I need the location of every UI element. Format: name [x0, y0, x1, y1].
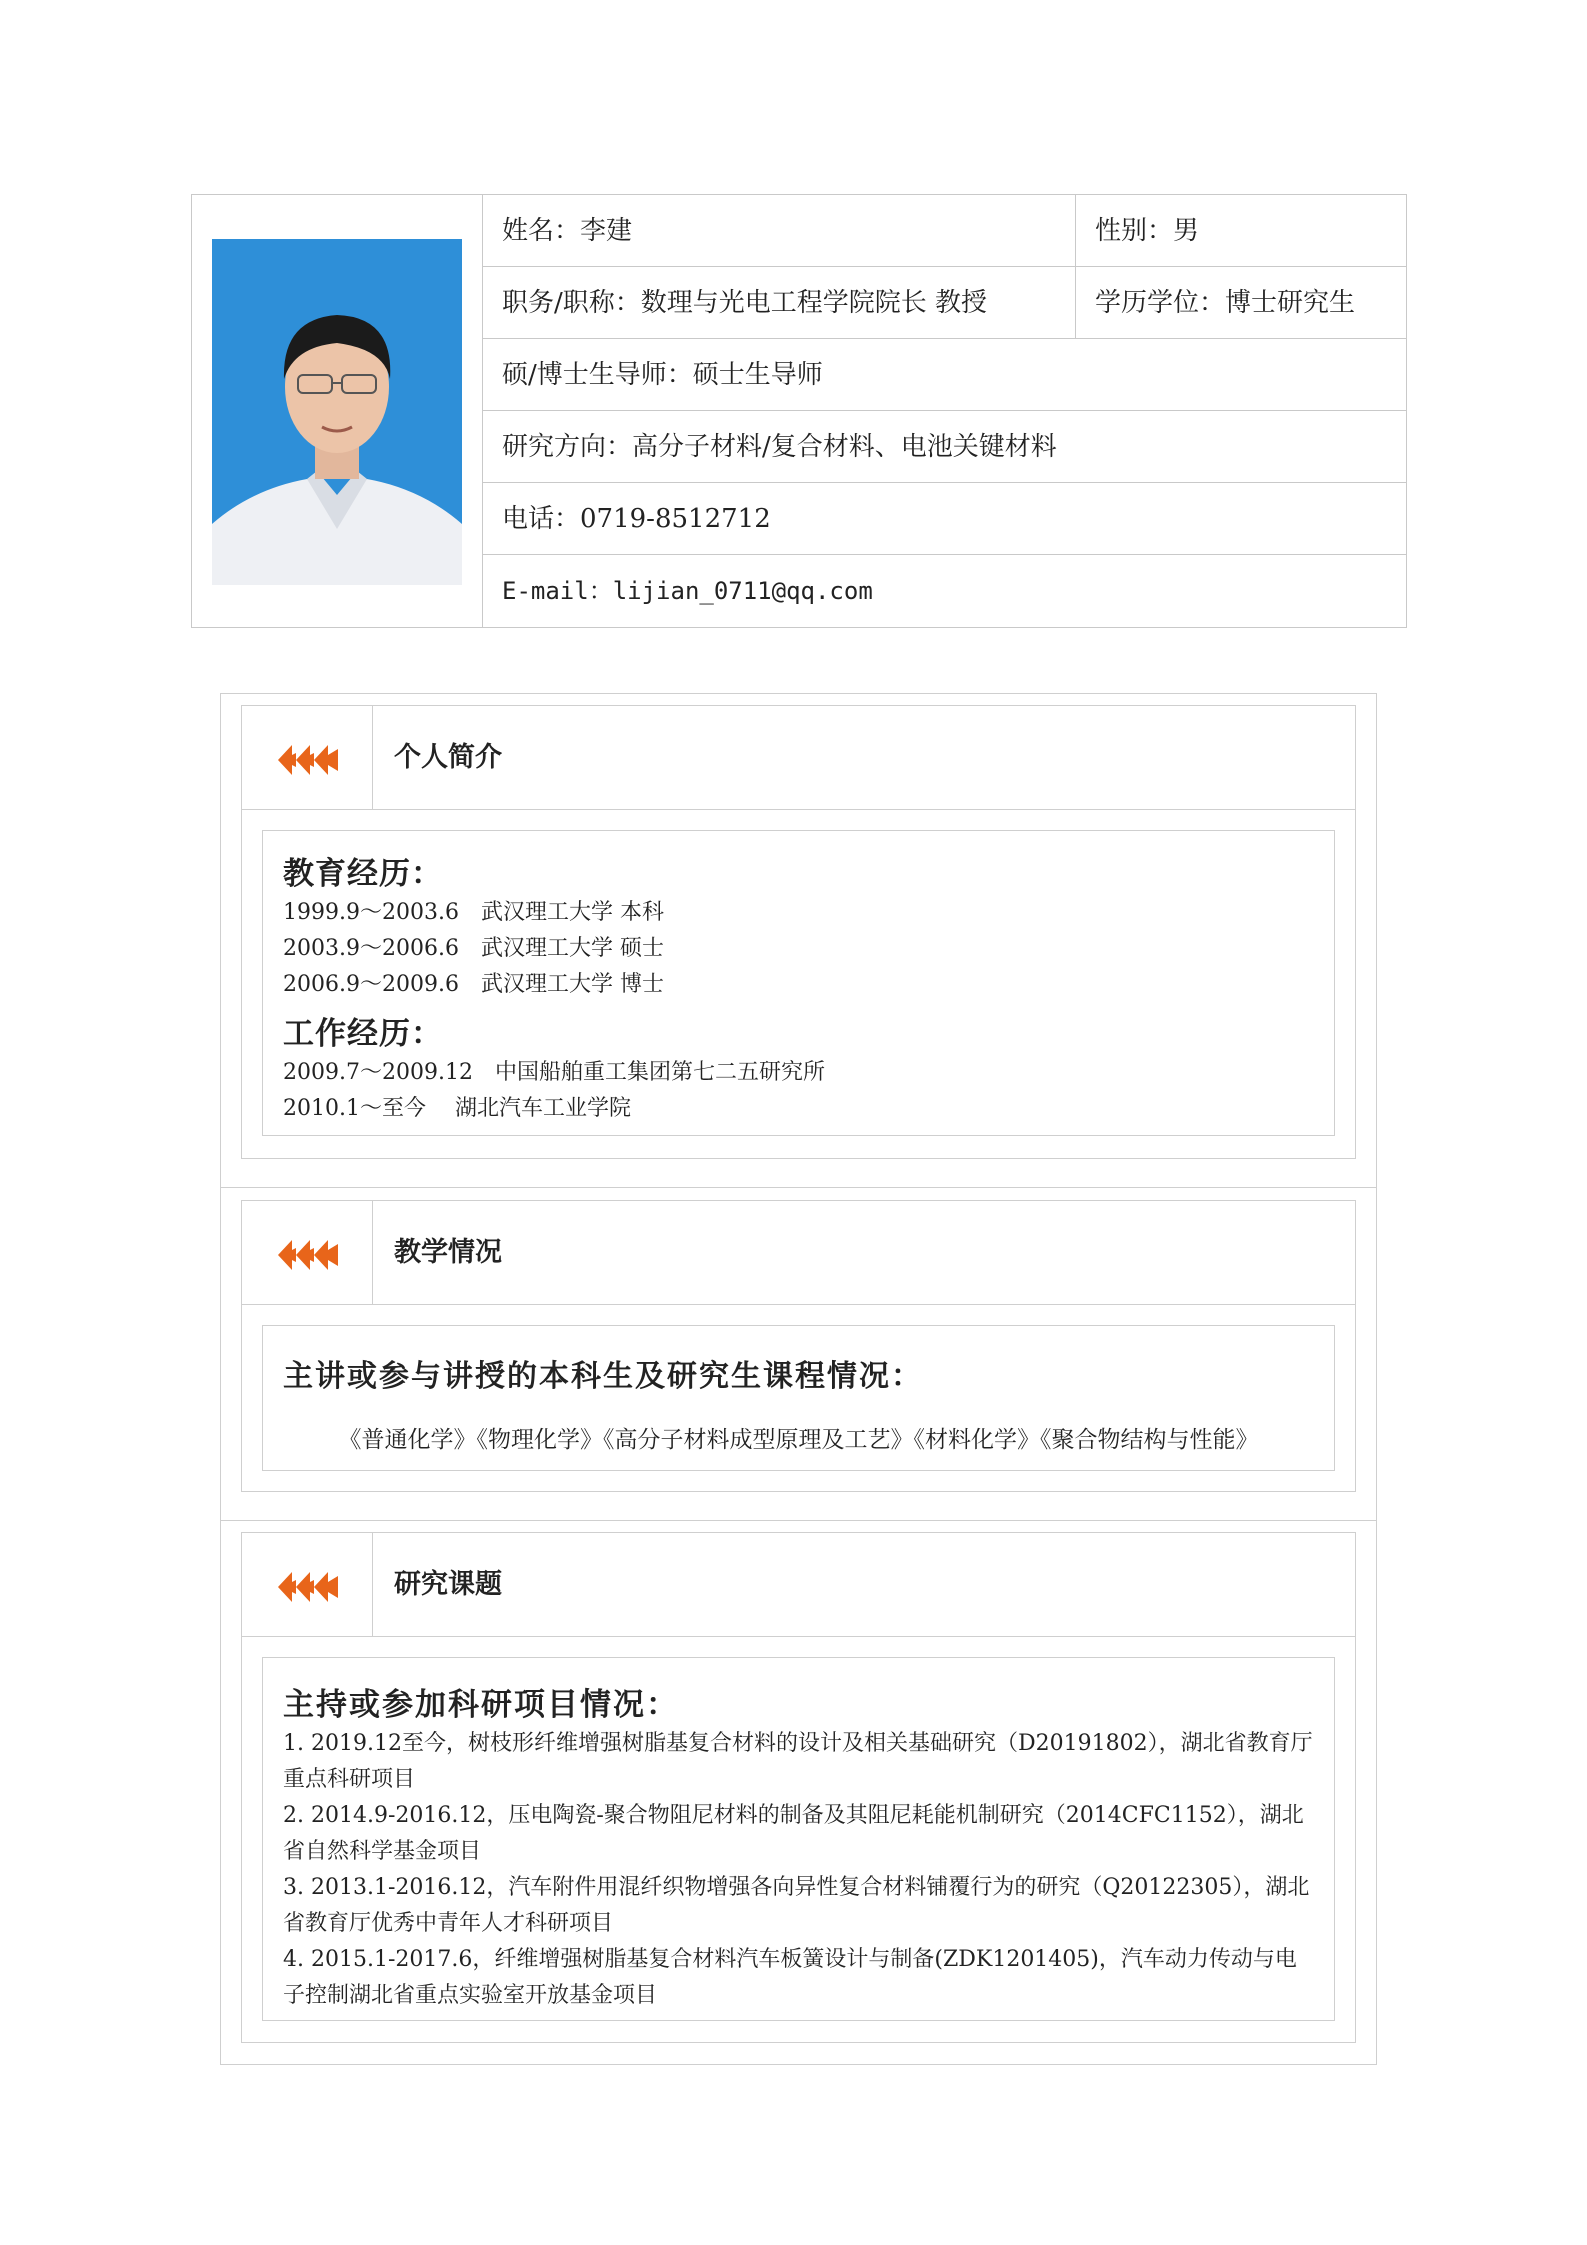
position-field: 职务/职称：数理与光电工程学院院长 教授 — [483, 267, 1076, 338]
research-body — [262, 1657, 1335, 2021]
education-heading: 教育经历： — [283, 856, 443, 892]
section-title: 教学情况 — [394, 1237, 502, 1268]
row-email — [483, 555, 1406, 627]
photo-cell — [192, 195, 483, 627]
course-list: 《普通化学》《物理化学》《高分子材料成型原理及工艺》《材料化学》《聚合物结构与性能》 — [338, 1427, 1259, 1453]
row-position-degree — [483, 267, 1406, 339]
triple-arrow-icon — [278, 1240, 340, 1270]
education-item: 2006.9～2009.6 武汉理工大学 博士 — [283, 972, 664, 997]
icon-cell — [242, 706, 373, 809]
work-item: 2009.7～2009.12 中国船舶重工集团第七二五研究所 — [283, 1060, 825, 1085]
row-phone — [483, 483, 1406, 555]
row-supervisor — [483, 339, 1406, 411]
gender-field: 性别：男 — [1095, 216, 1200, 246]
section-title: 研究课题 — [394, 1569, 502, 1600]
supervisor-field: 硕/博士生导师：硕士生导师 — [502, 360, 823, 390]
section-title: 个人简介 — [394, 742, 502, 773]
triple-arrow-icon — [278, 745, 340, 775]
name-field: 姓名：李建 — [483, 195, 1076, 266]
phone-field: 电话：0719-8512712 — [502, 504, 771, 534]
profile-table — [191, 194, 1407, 628]
project-item: 2. 2014.9-2016.12，压电陶瓷-聚合物阻尼材料的制备及其阻尼耗能机制研究（2014CFC1152），湖北省自然科学基金项目 — [283, 1803, 1304, 1864]
section-teaching — [241, 1200, 1356, 1492]
courses-heading: 主讲或参与讲授的本科生及研究生课程情况： — [283, 1359, 923, 1394]
section-header — [242, 1201, 1355, 1305]
intro-body — [262, 830, 1335, 1136]
teaching-body — [262, 1325, 1335, 1471]
work-item: 2010.1～至今 湖北汽车工业学院 — [283, 1096, 631, 1121]
education-item: 2003.9～2006.6 武汉理工大学 硕士 — [283, 936, 664, 961]
sections-container — [220, 693, 1377, 2065]
section-header — [242, 1533, 1355, 1637]
icon-cell — [242, 1201, 373, 1304]
research-field: 研究方向：高分子材料/复合材料、电池关键材料 — [502, 432, 1057, 462]
work-heading: 工作经历： — [283, 1016, 443, 1052]
email-field: E-mail：lijian_0711@qq.com — [502, 577, 873, 605]
project-item: 3. 2013.1-2016.12，汽车附件用混纤织物增强各向异性复合材料铺覆行为的研究（Q20122305），湖北省教育厅优秀中青年人才科研项目 — [283, 1875, 1310, 1936]
triple-arrow-icon — [278, 1572, 340, 1602]
education-item: 1999.9～2003.6 武汉理工大学 本科 — [283, 900, 664, 925]
projects-heading: 主持或参加科研项目情况： — [283, 1687, 679, 1723]
degree-field: 学历学位：博士研究生 — [1095, 288, 1356, 318]
section-header — [242, 706, 1355, 810]
project-item: 4. 2015.1-2017.6，纤维增强树脂基复合材料汽车板簧设计与制备(ZDK1201405)，汽车动力传动与电子控制湖北省重点实验室开放基金项目 — [283, 1947, 1297, 2008]
icon-cell — [242, 1533, 373, 1636]
section-divider — [221, 1187, 1376, 1188]
row-name-gender — [483, 195, 1406, 267]
section-research — [241, 1532, 1356, 2043]
profile-photo — [212, 239, 462, 585]
section-intro — [241, 705, 1356, 1159]
row-research — [483, 411, 1406, 483]
section-divider — [221, 1520, 1376, 1521]
project-item: 1. 2019.12至今，树枝形纤维增强树脂基复合材料的设计及相关基础研究（D20191802），湖北省教育厅重点科研项目 — [283, 1731, 1313, 1792]
